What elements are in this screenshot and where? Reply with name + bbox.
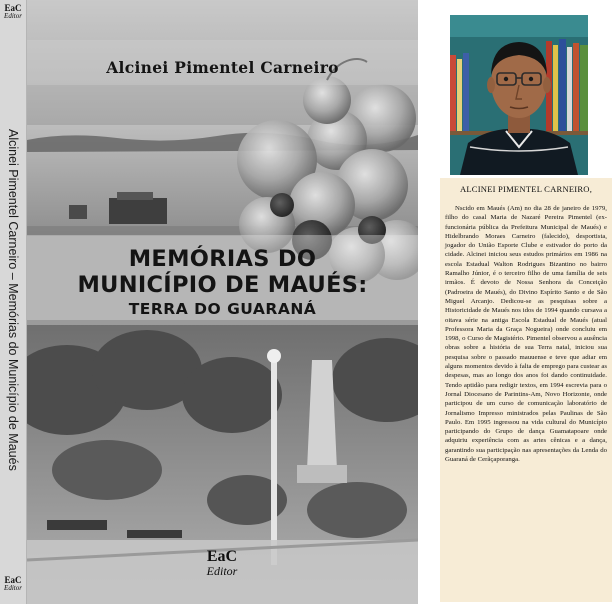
spine-logo-bottom-sub: Editor bbox=[4, 584, 22, 592]
spine-title-box bbox=[0, 110, 26, 490]
spine-title: Alcinei Pimentel Carneiro – Memórias do Município de Maués bbox=[6, 129, 20, 471]
author-bio-box bbox=[440, 178, 612, 602]
spine-logo-top-text: EaC bbox=[4, 3, 22, 13]
spine-publisher-logo-top bbox=[0, 4, 26, 20]
cover-publisher-sub: Editor bbox=[206, 564, 238, 578]
author-portrait bbox=[450, 15, 588, 175]
bio-text: Nscido em Maués (Am) no dia 28 de janeiro de 1979, filho do casal Maria de Nazaré Pereira Pimentel (ex-funcionária pública da Prefeitura Municipal de Maués) e Hidelbrando Moraes Carneiro (falecido), desportista, jogador do União Esporte Clube e estivador do porto da cidade. Alcinei iniciou seus estudos primários em 1986 na escola Estadual Walton Rodrigues Bizantino no bairro Ramalho Júnior, é o terceiro filho de uma família de seis irmãos. É devoto de Nossa Senhora da Conceição (Padroeira de Maués), do Divino Espírito Santo e de São Miguel Arcanjo. Dedicou-se as pesquisas sobre a Historicidade de Maués nos idos de 1994 quando cursava a oitava série na antiga Escola Estadual de Maués (atual Professora Maria da Graça Nogueira) onde concluiu em 1998, o Curso de Magistério. Pimentel observou a ausência obras sobre a história de sua Terra natal, iniciou sua pesquisa sobre o passado mauuense e teve que adiar em alguns momentos devido à falta de emprego para custear as despesas, mas ao longo dos anos foi dando continuidade. Tendo aptidão para redigir textos, em 1994 escrevia para o Jornal Diocesano de Parintins-Am, Novo Horizonte, onde participou de um curso de comunicação laboratório de Jornalismo Impresso ministrados pelas Paulinas de São Paulo. Em 1995 ingressou na vida cultural do Município participando do Grupo de dança Guamatapoare onde adquiriu experiência com as artes cênicas e a dança, garantindo sua participação nas apresentações da Lenda do Guaraná de Cerãçaporanga. bbox=[445, 205, 607, 464]
spine-publisher-logo-bottom bbox=[0, 576, 26, 592]
cover-author-name: Alcinei Pimentel Carneiro bbox=[106, 58, 339, 77]
back-cover bbox=[420, 0, 616, 604]
bio-title: ALCINEI PIMENTEL CARNEIRO, bbox=[459, 184, 593, 194]
cover-publisher-logo bbox=[192, 549, 252, 578]
cover-title-line-2: MUNICÍPIO DE MAUÉS: bbox=[77, 272, 368, 298]
front-cover bbox=[27, 0, 418, 604]
book-spine bbox=[0, 0, 27, 604]
spine-logo-bottom-text: EaC bbox=[4, 575, 22, 585]
cover-title-line-1: MEMÓRIAS DO bbox=[128, 246, 317, 272]
cover-subtitle: TERRA DO GUARANÁ bbox=[128, 300, 317, 318]
cover-publisher-name: EaC bbox=[206, 548, 238, 565]
cover-title-block bbox=[27, 246, 418, 318]
spine-logo-top-sub: Editor bbox=[4, 12, 22, 20]
